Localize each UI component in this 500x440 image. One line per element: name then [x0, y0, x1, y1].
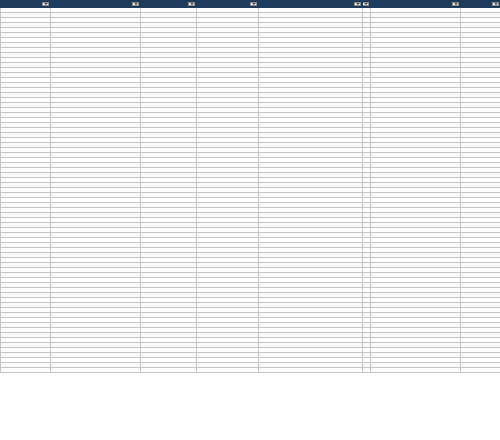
filter-dropdown-icon[interactable] [452, 2, 459, 6]
column-header-1[interactable] [1, 1, 51, 8]
column-header-3[interactable] [141, 1, 197, 8]
table-cell[interactable] [363, 368, 371, 373]
filter-dropdown-icon[interactable] [42, 2, 49, 6]
filter-dropdown-icon[interactable] [188, 2, 195, 6]
filter-dropdown-icon[interactable] [250, 2, 257, 6]
table-cell[interactable] [197, 368, 259, 373]
column-header-2[interactable] [51, 1, 141, 8]
filter-dropdown-icon[interactable] [132, 2, 139, 6]
table-cell[interactable] [461, 368, 500, 373]
table-cell[interactable] [371, 368, 461, 373]
column-header-row [1, 1, 500, 8]
column-header-7[interactable] [371, 1, 461, 8]
column-header-4[interactable] [197, 1, 259, 8]
table-cell[interactable] [1, 368, 51, 373]
table-cell[interactable] [259, 368, 363, 373]
column-header-6[interactable] [363, 1, 371, 8]
column-header-5[interactable] [259, 1, 363, 8]
table-row [1, 368, 500, 373]
table-cell[interactable] [141, 368, 197, 373]
column-header-8[interactable] [461, 1, 500, 8]
filter-dropdown-icon[interactable] [354, 2, 361, 6]
filter-dropdown-icon[interactable] [363, 2, 370, 6]
table-cell[interactable] [51, 368, 141, 373]
table-body [1, 8, 500, 373]
filter-dropdown-icon[interactable] [492, 2, 499, 6]
